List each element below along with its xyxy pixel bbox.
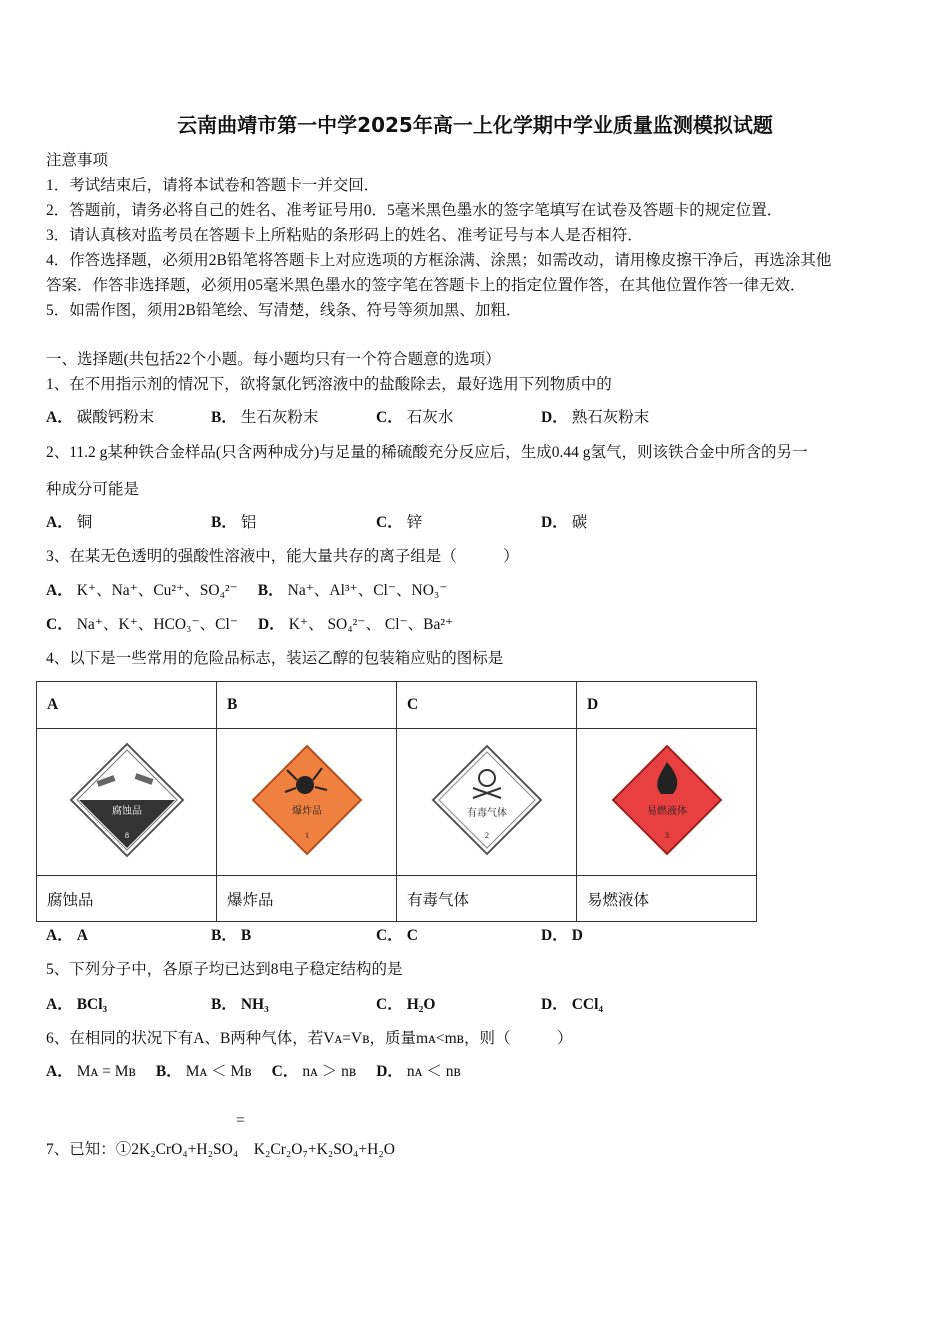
- option-letter: D．: [376, 1063, 403, 1080]
- option-text: K⁺、Na⁺、Cu²⁺、SO₄²⁻: [76, 582, 238, 599]
- sign-text: 有毒气体: [466, 807, 507, 819]
- notice-item: 1．考试结束后，请将本试卷和答题卡一并交回．: [46, 177, 380, 194]
- equation-sign: =: [236, 1112, 245, 1129]
- q5-option-d: [541, 995, 694, 1015]
- option-text: nᴀ ＞ nʙ: [302, 1063, 357, 1080]
- table-header: D: [577, 682, 757, 729]
- notice-item: 3．请认真核对监考员在答题卡上所粘贴的条形码上的姓名、准考证号与本人是否相符．: [46, 227, 643, 244]
- q2-option-a: [46, 513, 199, 533]
- table-header: C: [397, 682, 577, 729]
- q2-option-b: [211, 513, 364, 533]
- section-heading: 一、选择题(共包括22个小题。每小题均只有一个符合题意的选项）: [46, 351, 501, 368]
- table-header: A: [37, 682, 217, 729]
- q3-options-row-1: [46, 581, 468, 601]
- option-text: A: [76, 927, 88, 944]
- q3-option-a: [46, 581, 238, 601]
- question-4-stem: 4、以下是一些常用的危险品标志，装运乙醇的包装箱应贴的图标是: [46, 650, 504, 667]
- corrosive-sign-cell: [37, 729, 217, 876]
- option-letter: D．: [541, 996, 568, 1013]
- option-letter: B．: [211, 514, 237, 531]
- table-label: 有毒气体: [397, 876, 577, 922]
- notice-heading: 注意事项: [46, 152, 109, 169]
- option-letter: D．: [541, 927, 568, 944]
- explosive-sign-cell: [217, 729, 397, 876]
- table-label: 爆炸品: [217, 876, 397, 922]
- q6-option-c: [272, 1062, 357, 1082]
- option-letter: A．: [46, 409, 73, 426]
- notice-item: 4．作答选择题，必须用2B铅笔将答题卡上对应选项的方框涂满、涂黑；如需改动，请用橡皮擦干净后，再选涂其他: [46, 252, 832, 269]
- option-letter: A．: [46, 1063, 73, 1080]
- option-letter: C．: [271, 1063, 299, 1080]
- option-text: Mᴀ = Mʙ: [76, 1063, 136, 1080]
- option-letter: C．: [46, 616, 73, 633]
- q1-options: [46, 408, 706, 428]
- notice-item: 2．答题前，请务必将自己的姓名、准考证号用0．5毫米黑色墨水的签字笔填写在试卷及答题卡的规定位置．: [46, 202, 783, 219]
- q1-option-b: [211, 408, 364, 428]
- hazard-sign-table: [36, 681, 757, 922]
- sign-text: 爆炸品: [291, 805, 322, 817]
- q4-options: [46, 926, 706, 946]
- option-letter: A．: [46, 582, 73, 599]
- option-text: CCl₄: [571, 996, 604, 1013]
- q2-option-d: [541, 513, 694, 533]
- option-text: H₂O: [406, 996, 436, 1013]
- option-text: 碳酸钙粉末: [76, 409, 155, 426]
- q4-option-b: [211, 926, 364, 946]
- q6-options: [46, 1062, 481, 1082]
- option-letter: A．: [46, 927, 73, 944]
- q1-option-c: [376, 408, 529, 428]
- sign-number: 2: [484, 830, 489, 840]
- option-letter: C．: [376, 996, 403, 1013]
- sign-text: 腐蚀品: [111, 805, 142, 817]
- option-text: 锌: [406, 514, 423, 531]
- q4-option-c: [376, 926, 529, 946]
- q4-option-d: [541, 926, 694, 946]
- question-5-stem: 5、下列分子中，各原子均已达到8电子稳定结构的是: [46, 961, 403, 978]
- page-title: 云南曲靖市第一中学2025年高一上化学期中学业质量监测模拟试题: [177, 113, 773, 137]
- corrosive-hazard-icon: [67, 740, 187, 860]
- option-letter: C．: [376, 927, 403, 944]
- q2-options: [46, 513, 706, 533]
- option-text: Mᴀ ＜ Mʙ: [185, 1063, 252, 1080]
- notice-item: 答案．作答非选择题，必须用05毫米黑色墨水的签字笔在答题卡上的指定位置作答，在其他位置作答一律无效．: [46, 277, 806, 294]
- option-letter: A．: [46, 514, 73, 531]
- flammable-liquid-hazard-icon: [607, 740, 727, 860]
- question-3-stem: 3、在某无色透明的强酸性溶液中，能大量共存的离子组是（ ）: [46, 548, 519, 565]
- q5-option-a: [46, 995, 199, 1015]
- option-text: D: [571, 927, 583, 944]
- q4-option-a: [46, 926, 199, 946]
- q3-option-c: [46, 615, 238, 635]
- option-letter: B．: [257, 582, 284, 599]
- q6-option-a: [46, 1062, 136, 1082]
- sign-number: 8: [124, 830, 129, 840]
- option-letter: D．: [541, 409, 568, 426]
- question-1-stem: 1、在不用指示剂的情况下，欲将氯化钙溶液中的盐酸除去，最好选用下列物质中的: [46, 376, 612, 393]
- option-text: 生石灰粉末: [240, 409, 319, 426]
- table-header: B: [217, 682, 397, 729]
- q1-option-d: [541, 408, 694, 428]
- question-6-stem: 6、在相同的状况下有A、B两种气体，若Vᴀ=Vʙ，质量mᴀ<mʙ，则（ ）: [46, 1030, 573, 1047]
- flammable-liquid-sign-cell: [577, 729, 757, 876]
- option-letter: B．: [211, 409, 237, 426]
- sign-number: 3: [664, 830, 669, 840]
- question-7-stem: 7、已知：①2K₂CrO₄+H₂SO₄ K₂Cr₂O₇+K₂SO₄+H₂O: [46, 1141, 395, 1158]
- question-2-stem-cont: 种成分可能是: [46, 481, 140, 498]
- option-letter: B．: [155, 1063, 182, 1080]
- option-letter: C．: [376, 514, 403, 531]
- q6-option-b: [156, 1062, 252, 1082]
- option-text: Na⁺、K⁺、HCO₃⁻、Cl⁻: [76, 616, 238, 633]
- option-letter: D．: [541, 514, 568, 531]
- notice-item: 5．如需作图，须用2B铅笔绘、写清楚，线条、符号等须加黑、加粗．: [46, 302, 522, 319]
- toxic-gas-hazard-icon: [427, 740, 547, 860]
- option-text: 熟石灰粉末: [571, 409, 650, 426]
- sign-number: 1: [304, 830, 309, 840]
- option-letter: B．: [211, 927, 237, 944]
- toxic-gas-sign-cell: [397, 729, 577, 876]
- table-label: 腐蚀品: [37, 876, 217, 922]
- option-text: 铝: [240, 514, 257, 531]
- q3-option-d: [258, 615, 453, 635]
- option-text: 石灰水: [406, 409, 454, 426]
- q1-option-a: [46, 408, 199, 428]
- option-text: K⁺、 SO₄²⁻、 Cl⁻、Ba²⁺: [288, 616, 454, 633]
- q3-options-row-2: [46, 615, 473, 635]
- option-text: B: [240, 927, 252, 944]
- q5-options: [46, 995, 706, 1015]
- option-text: 铜: [76, 514, 93, 531]
- table-label: 易燃液体: [577, 876, 757, 922]
- option-letter: D．: [257, 616, 285, 633]
- sign-text: 易燃液体: [646, 805, 687, 817]
- option-letter: C．: [376, 409, 403, 426]
- option-text: NH₃: [240, 996, 269, 1013]
- option-text: BCl₃: [76, 996, 108, 1013]
- option-text: nᴀ ＜ nʙ: [406, 1063, 461, 1080]
- q2-option-c: [376, 513, 529, 533]
- q3-option-b: [258, 581, 448, 601]
- option-letter: A．: [46, 996, 73, 1013]
- option-text: Na⁺、Al³⁺、Cl⁻、NO₃⁻: [287, 582, 448, 599]
- option-text: C: [406, 927, 418, 944]
- explosive-hazard-icon: [247, 740, 367, 860]
- question-2-stem: 2、11.2 g某种铁合金样品(只含两种成分)与足量的稀硫酸充分反应后，生成0.44 g氢气，则该铁合金中所含的另一: [46, 444, 808, 461]
- q5-option-b: [211, 995, 364, 1015]
- q5-option-c: [376, 995, 529, 1015]
- option-letter: B．: [211, 996, 237, 1013]
- q6-option-d: [376, 1062, 461, 1082]
- option-text: 碳: [571, 514, 588, 531]
